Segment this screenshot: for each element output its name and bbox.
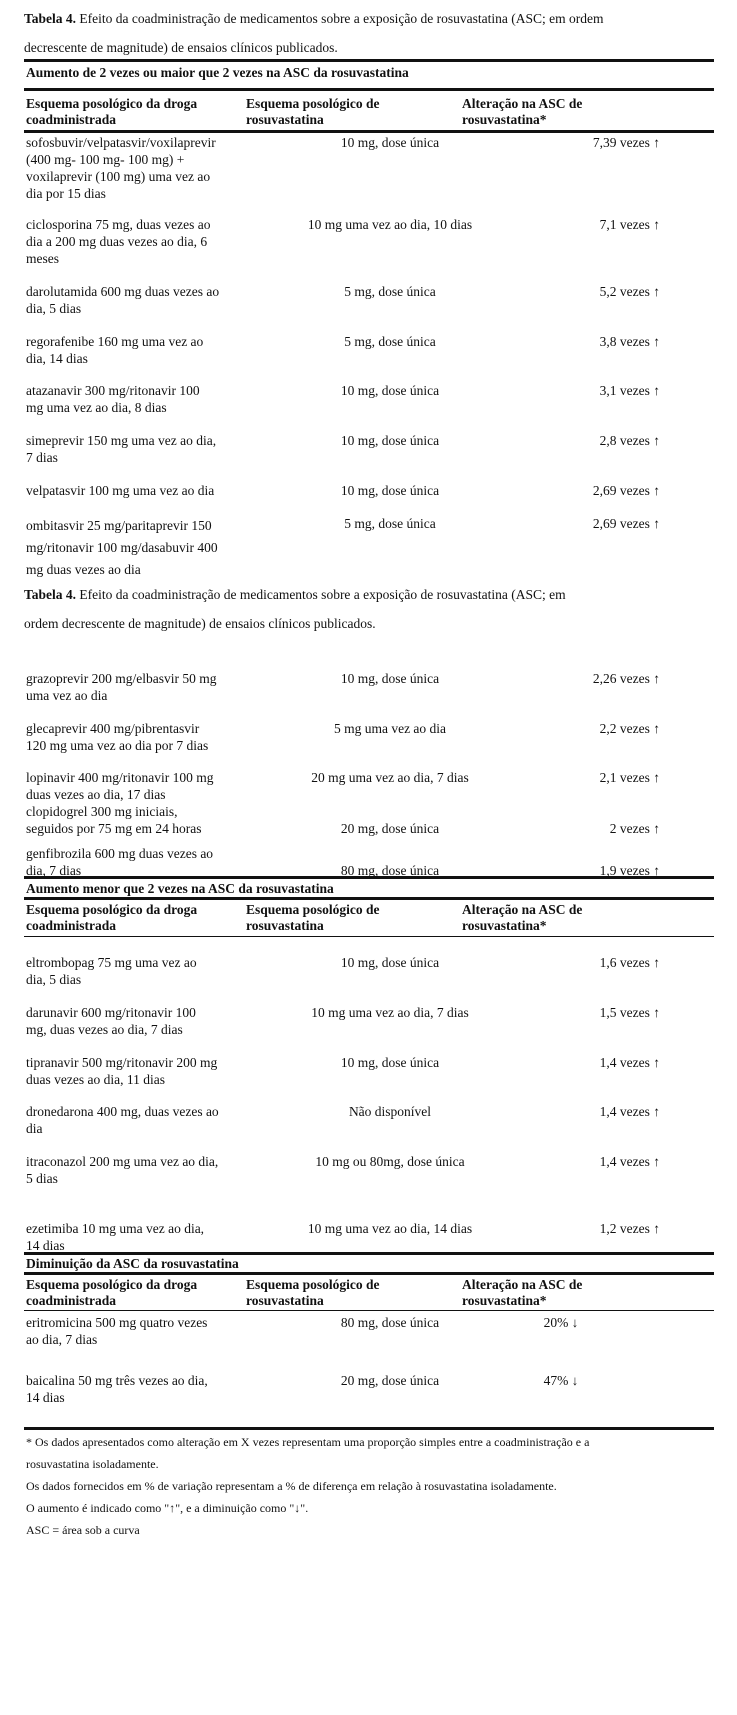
cell-coadministered-drug	[26, 1220, 261, 1254]
cell-auc-change: 2,1 vezes ↑	[599, 770, 660, 785]
header-col-rosuvastatin	[246, 1277, 466, 1309]
footnote: ASC = área sob a curva	[26, 1523, 140, 1537]
cell-line: regorafenibe 160 mg uma vez ao	[26, 334, 204, 349]
header-col-auc-change	[462, 902, 662, 934]
cell-rosuvastatin-dose: 10 mg, dose única	[340, 135, 440, 150]
cell-line: mg, duas vezes ao dia, 7 dias	[26, 1022, 183, 1037]
cell-auc-change: 2 vezes ↑	[609, 821, 660, 836]
header-text: Alteração na ASC de	[462, 1277, 583, 1292]
cell-rosuvastatin-dose: 10 mg, dose única	[340, 1055, 440, 1070]
section-title-increase-2x: Aumento de 2 vezes ou maior que 2 vezes na ASC da rosuvastatina	[26, 65, 409, 80]
cell-line: dia por 15 dias	[26, 186, 106, 201]
cell-line: uma vez ao dia	[26, 688, 108, 703]
cell-line: lopinavir 400 mg/ritonavir 100 mg	[26, 770, 214, 785]
cell-line: mg duas vezes ao dia	[26, 562, 141, 577]
cell-rosuvastatin-dose: 10 mg, dose única	[340, 955, 440, 970]
cell-line: (400 mg- 100 mg- 100 mg) +	[26, 152, 185, 167]
section-title-decrease: Diminuição da ASC da rosuvastatina	[26, 1256, 239, 1271]
caption-line2: ordem decrescente de magnitude) de ensaios clínicos publicados.	[24, 616, 376, 631]
cell-line: sofosbuvir/velpatasvir/voxilaprevir	[26, 135, 216, 150]
cell-line: ciclosporina 75 mg, duas vezes ao	[26, 217, 211, 232]
cell-line: 14 dias	[26, 1390, 65, 1405]
section-title-increase-lt2x: Aumento menor que 2 vezes na ASC da rosuvastatina	[26, 881, 334, 896]
cell-line: 120 mg uma vez ao dia por 7 dias	[26, 738, 209, 753]
cell-auc-change: 2,69 vezes ↑	[592, 516, 660, 531]
cell-rosuvastatin-dose: 10 mg, dose única	[340, 483, 440, 498]
cell-rosuvastatin-dose: 20 mg, dose única	[340, 821, 440, 836]
cell-line: grazoprevir 200 mg/elbasvir 50 mg	[26, 671, 217, 686]
cell-line: baicalina 50 mg três vezes ao dia,	[26, 1373, 208, 1388]
cell-auc-change: 2,26 vezes ↑	[592, 671, 660, 686]
cell-auc-change: 1,6 vezes ↑	[599, 955, 660, 970]
header-text: rosuvastatina*	[462, 918, 547, 933]
cell-auc-change: 7,1 vezes ↑	[599, 217, 660, 232]
cell-rosuvastatin-dose: 5 mg, dose única	[344, 334, 436, 349]
cell-rosuvastatin-dose: 10 mg ou 80mg, dose única	[315, 1154, 465, 1169]
cell-line: dronedarona 400 mg, duas vezes ao	[26, 1104, 219, 1119]
cell-line: darolutamida 600 mg duas vezes ao	[26, 284, 220, 299]
cell-rosuvastatin-dose: 80 mg, dose única	[340, 1315, 440, 1330]
caption-label: Tabela 4.	[24, 587, 77, 602]
cell-coadministered-drug	[26, 1054, 261, 1088]
header-text: rosuvastatina*	[462, 112, 547, 127]
rule	[24, 1310, 714, 1311]
header-text: coadministrada	[26, 112, 117, 127]
cell-line: itraconazol 200 mg uma vez ao dia,	[26, 1154, 219, 1169]
cell-auc-change: 2,69 vezes ↑	[592, 483, 660, 498]
cell-coadministered-drug	[26, 769, 261, 803]
rule	[24, 1272, 714, 1275]
cell-line: clopidogrel 300 mg iniciais,	[26, 804, 178, 819]
cell-auc-change: 1,5 vezes ↑	[599, 1005, 660, 1020]
cell-line: duas vezes ao dia, 11 dias	[26, 1072, 165, 1087]
cell-auc-change: 1,2 vezes ↑	[599, 1221, 660, 1236]
cell-line: dia, 5 dias	[26, 972, 82, 987]
cell-rosuvastatin-dose: 80 mg, dose única	[340, 863, 440, 878]
cell-line: darunavir 600 mg/ritonavir 100	[26, 1005, 196, 1020]
table-caption-repeat	[24, 580, 714, 638]
cell-line: dia, 7 dias	[26, 863, 82, 878]
footnote: rosuvastatina isoladamente.	[26, 1457, 159, 1471]
cell-coadministered-drug	[26, 1314, 261, 1348]
cell-coadministered-drug	[26, 134, 261, 202]
cell-line: dia, 14 dias	[26, 351, 88, 366]
header-col-rosuvastatin	[246, 902, 466, 934]
cell-line: eltrombopag 75 mg uma vez ao	[26, 955, 197, 970]
cell-line: mg/ritonavir 100 mg/dasabuvir 400	[26, 540, 218, 555]
header-text: Esquema posológico de	[246, 1277, 380, 1292]
footnote: * Os dados apresentados como alteração em X vezes representam uma proporção simples entre a coadministração e a	[26, 1435, 590, 1449]
cell-line: ezetimiba 10 mg uma vez ao dia,	[26, 1221, 205, 1236]
cell-line: glecaprevir 400 mg/pibrentasvir	[26, 721, 200, 736]
header-col-drug	[26, 902, 261, 934]
rule	[24, 897, 714, 900]
cell-rosuvastatin-dose: Não disponível	[348, 1104, 432, 1119]
cell-coadministered-drug	[26, 1004, 261, 1038]
cell-coadministered-drug	[26, 382, 261, 416]
cell-coadministered-drug	[26, 333, 261, 367]
header-text: Alteração na ASC de	[462, 902, 583, 917]
cell-auc-change: 1,4 vezes ↑	[599, 1154, 660, 1169]
rule	[24, 59, 714, 62]
header-col-rosuvastatin	[246, 96, 466, 128]
cell-line: eritromicina 500 mg quatro vezes	[26, 1315, 208, 1330]
cell-rosuvastatin-dose: 10 mg uma vez ao dia, 7 dias	[311, 1005, 469, 1020]
cell-line: duas vezes ao dia, 17 dias	[26, 787, 166, 802]
rule	[24, 88, 714, 91]
cell-line: seguidos por 75 mg em 24 horas	[26, 821, 202, 836]
cell-line: mg uma vez ao dia, 8 dias	[26, 400, 167, 415]
cell-coadministered-drug	[26, 515, 261, 581]
caption-line1: Efeito da coadministração de medicamentos sobre a exposição de rosuvastatina (ASC; em ordem	[76, 11, 604, 26]
cell-coadministered-drug	[26, 283, 261, 317]
cell-auc-change: 1,4 vezes ↑	[599, 1055, 660, 1070]
cell-line: dia, 5 dias	[26, 301, 82, 316]
cell-auc-change: 5,2 vezes ↑	[599, 284, 660, 299]
header-col-drug	[26, 96, 261, 128]
cell-coadministered-drug	[26, 1372, 261, 1406]
cell-coadministered-drug	[26, 482, 261, 499]
cell-line: atazanavir 300 mg/ritonavir 100	[26, 383, 200, 398]
cell-line: dia a 200 mg duas vezes ao dia, 6	[26, 234, 208, 249]
table-caption	[24, 4, 714, 62]
cell-coadministered-drug	[26, 845, 261, 879]
rule	[24, 936, 714, 937]
cell-rosuvastatin-dose: 5 mg, dose única	[344, 284, 436, 299]
cell-coadministered-drug	[26, 1103, 261, 1137]
footnote: Os dados fornecidos em % de variação representam a % de diferença em relação à rosuvastatina isoladamente.	[26, 1479, 557, 1493]
header-text: coadministrada	[26, 918, 117, 933]
cell-coadministered-drug	[26, 216, 261, 267]
cell-coadministered-drug	[26, 432, 261, 466]
cell-line: tipranavir 500 mg/ritonavir 200 mg	[26, 1055, 218, 1070]
footnotes	[26, 1434, 716, 1538]
header-text: Esquema posológico de	[246, 96, 380, 111]
header-text: rosuvastatina*	[462, 1293, 547, 1308]
cell-coadministered-drug	[26, 954, 261, 988]
cell-line: 7 dias	[26, 450, 58, 465]
cell-rosuvastatin-dose: 10 mg uma vez ao dia, 14 dias	[307, 1221, 473, 1236]
cell-rosuvastatin-dose: 5 mg, dose única	[344, 516, 436, 531]
cell-rosuvastatin-dose: 10 mg, dose única	[340, 433, 440, 448]
cell-line: velpatasvir 100 mg uma vez ao dia	[26, 483, 215, 498]
cell-rosuvastatin-dose: 5 mg uma vez ao dia	[333, 721, 447, 736]
cell-coadministered-drug	[26, 1153, 261, 1187]
header-text: rosuvastatina	[246, 918, 324, 933]
header-col-auc-change	[462, 96, 662, 128]
cell-rosuvastatin-dose: 20 mg uma vez ao dia, 7 dias	[311, 770, 469, 785]
header-text: rosuvastatina	[246, 112, 324, 127]
footnote: O aumento é indicado como "↑", e a diminuição como "↓".	[26, 1501, 309, 1515]
cell-line: ao dia, 7 dias	[26, 1332, 98, 1347]
cell-coadministered-drug	[26, 720, 261, 754]
header-text: Esquema posológico da droga	[26, 96, 198, 111]
cell-coadministered-drug	[26, 803, 261, 837]
cell-rosuvastatin-dose: 10 mg uma vez ao dia, 10 dias	[307, 217, 473, 232]
cell-line: dia	[26, 1121, 43, 1136]
cell-line: 5 dias	[26, 1171, 58, 1186]
header-text: Esquema posológico da droga	[26, 1277, 198, 1292]
header-text: coadministrada	[26, 1293, 117, 1308]
header-col-auc-change	[462, 1277, 662, 1309]
cell-auc-change: 1,4 vezes ↑	[599, 1104, 660, 1119]
cell-auc-change: 20% ↓	[543, 1315, 579, 1330]
header-text: Esquema posológico de	[246, 902, 380, 917]
cell-auc-change: 2,2 vezes ↑	[599, 721, 660, 736]
caption-line2: decrescente de magnitude) de ensaios clínicos publicados.	[24, 40, 338, 55]
header-col-drug	[26, 1277, 261, 1309]
cell-line: ombitasvir 25 mg/paritaprevir 150	[26, 518, 212, 533]
cell-line: genfibrozila 600 mg duas vezes ao	[26, 846, 214, 861]
cell-line: simeprevir 150 mg uma vez ao dia,	[26, 433, 217, 448]
cell-line: meses	[26, 251, 59, 266]
cell-auc-change: 2,8 vezes ↑	[599, 433, 660, 448]
cell-rosuvastatin-dose: 20 mg, dose única	[340, 1373, 440, 1388]
header-text: rosuvastatina	[246, 1293, 324, 1308]
cell-auc-change: 47% ↓	[543, 1373, 579, 1388]
cell-auc-change: 7,39 vezes ↑	[592, 135, 660, 150]
cell-line: 14 dias	[26, 1238, 65, 1253]
cell-rosuvastatin-dose: 10 mg, dose única	[340, 383, 440, 398]
cell-coadministered-drug	[26, 670, 261, 704]
caption-line1: Efeito da coadministração de medicamentos sobre a exposição de rosuvastatina (ASC; em	[76, 587, 566, 602]
cell-rosuvastatin-dose: 10 mg, dose única	[340, 671, 440, 686]
cell-auc-change: 3,8 vezes ↑	[599, 334, 660, 349]
cell-auc-change: 3,1 vezes ↑	[599, 383, 660, 398]
caption-label: Tabela 4.	[24, 11, 77, 26]
cell-line: voxilaprevir (100 mg) uma vez ao	[26, 169, 211, 184]
cell-auc-change: 1,9 vezes ↑	[599, 863, 660, 878]
rule	[24, 1427, 714, 1430]
rule	[24, 130, 714, 133]
header-text: Alteração na ASC de	[462, 96, 583, 111]
header-text: Esquema posológico da droga	[26, 902, 198, 917]
